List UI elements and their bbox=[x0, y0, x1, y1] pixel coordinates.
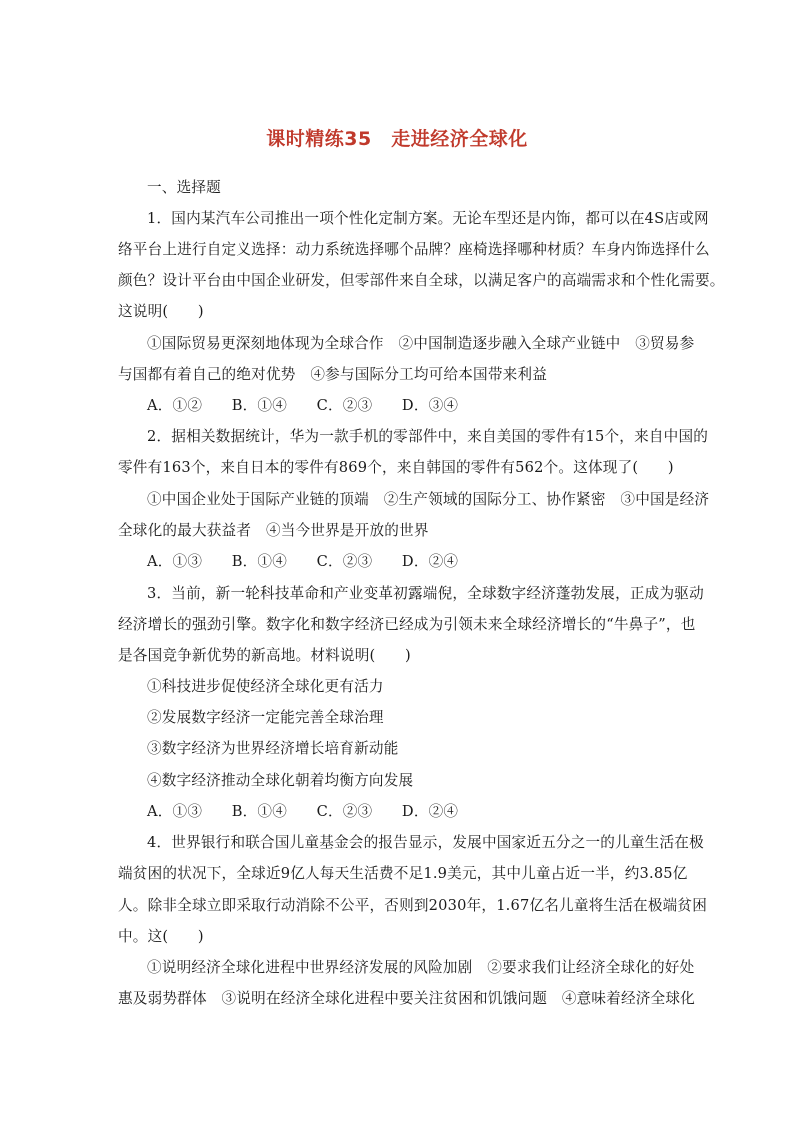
q1-text-line: 颜色？设计平台由中国企业研发，但零部件来自全球，以满足客户的高端需求和个性化需要。 bbox=[118, 272, 725, 289]
q1-statement-line: 与国都有着自己的绝对优势 ④参与国际分工均可给本国带来利益 bbox=[118, 366, 548, 383]
q1-statement-line: ①国际贸易更深刻地体现为全球合作 ②中国制造逐步融入全球产业链中 ③贸易参 bbox=[147, 335, 695, 352]
section-heading: 一、选择题 bbox=[147, 179, 221, 196]
q4-text-line: 端贫困的状况下，全球近9亿人每天生活费不足1.9美元，其中儿童占近一半，约3.85亿 bbox=[118, 865, 688, 882]
q3-text-line: 3．当前，新一轮科技革命和产业变革初露端倪，全球数字经济蓬勃发展，正成为驱动 bbox=[147, 585, 704, 602]
q3-statement-line: ③数字经济为世界经济增长培育新动能 bbox=[147, 740, 399, 757]
q1-options: A．①② B．①④ C．②③ D．③④ bbox=[147, 397, 459, 414]
q2-statement-line: 全球化的最大获益者 ④当今世界是开放的世界 bbox=[118, 522, 429, 539]
q4-statement-line: ①说明经济全球化进程中世界经济发展的风险加剧 ②要求我们让经济全球化的好处 bbox=[147, 959, 695, 976]
q4-text-line: 人。除非全球立即采取行动消除不公平，否则到2030年，1.67亿名儿童将生活在极端贫困 bbox=[118, 897, 708, 914]
q2-text-line: 2．据相关数据统计，华为一款手机的零部件中，来自美国的零件有15个，来自中国的 bbox=[147, 428, 709, 445]
q2-text-line: 零件有163个，来自日本的零件有869个，来自韩国的零件有562个。这体现了( ) bbox=[118, 459, 674, 476]
q2-statement-line: ①中国企业处于国际产业链的顶端 ②生产领域的国际分工、协作紧密 ③中国是经济 bbox=[147, 491, 710, 508]
q2-options: A．①③ B．①④ C．②③ D．②④ bbox=[147, 553, 459, 570]
q1-text-line: 络平台上进行自定义选择：动力系统选择哪个品牌？座椅选择哪种材质？车身内饰选择什么 bbox=[118, 241, 710, 258]
q1-text-line: 1．国内某汽车公司推出一项个性化定制方案。无论车型还是内饰，都可以在4S店或网 bbox=[147, 210, 709, 227]
q3-statement-line: ①科技进步促使经济全球化更有活力 bbox=[147, 678, 384, 695]
q3-statement-line: ④数字经济推动全球化朝着均衡方向发展 bbox=[147, 772, 414, 789]
q3-text-line: 是各国竞争新优势的新高地。材料说明( ) bbox=[118, 647, 411, 664]
q4-text-line: 4．世界银行和联合国儿童基金会的报告显示，发展中国家近五分之一的儿童生活在极 bbox=[147, 834, 704, 851]
page-title: 课时精练35 走进经济全球化 bbox=[266, 128, 528, 150]
q3-text-line: 经济增长的强劲引擎。数字化和数字经济已经成为引领未来全球经济增长的“牛鼻子”，也 bbox=[118, 616, 696, 633]
q4-statement-line: 惠及弱势群体 ③说明在经济全球化进程中要关注贫困和饥饿问题 ④意味着经济全球化 bbox=[118, 990, 695, 1007]
q1-text-line: 这说明( ) bbox=[118, 303, 204, 320]
q4-text-line: 中。这( ) bbox=[118, 928, 204, 945]
q3-options: A．①③ B．①④ C．②③ D．②④ bbox=[147, 803, 459, 820]
q3-statement-line: ②发展数字经济一定能完善全球治理 bbox=[147, 709, 384, 726]
